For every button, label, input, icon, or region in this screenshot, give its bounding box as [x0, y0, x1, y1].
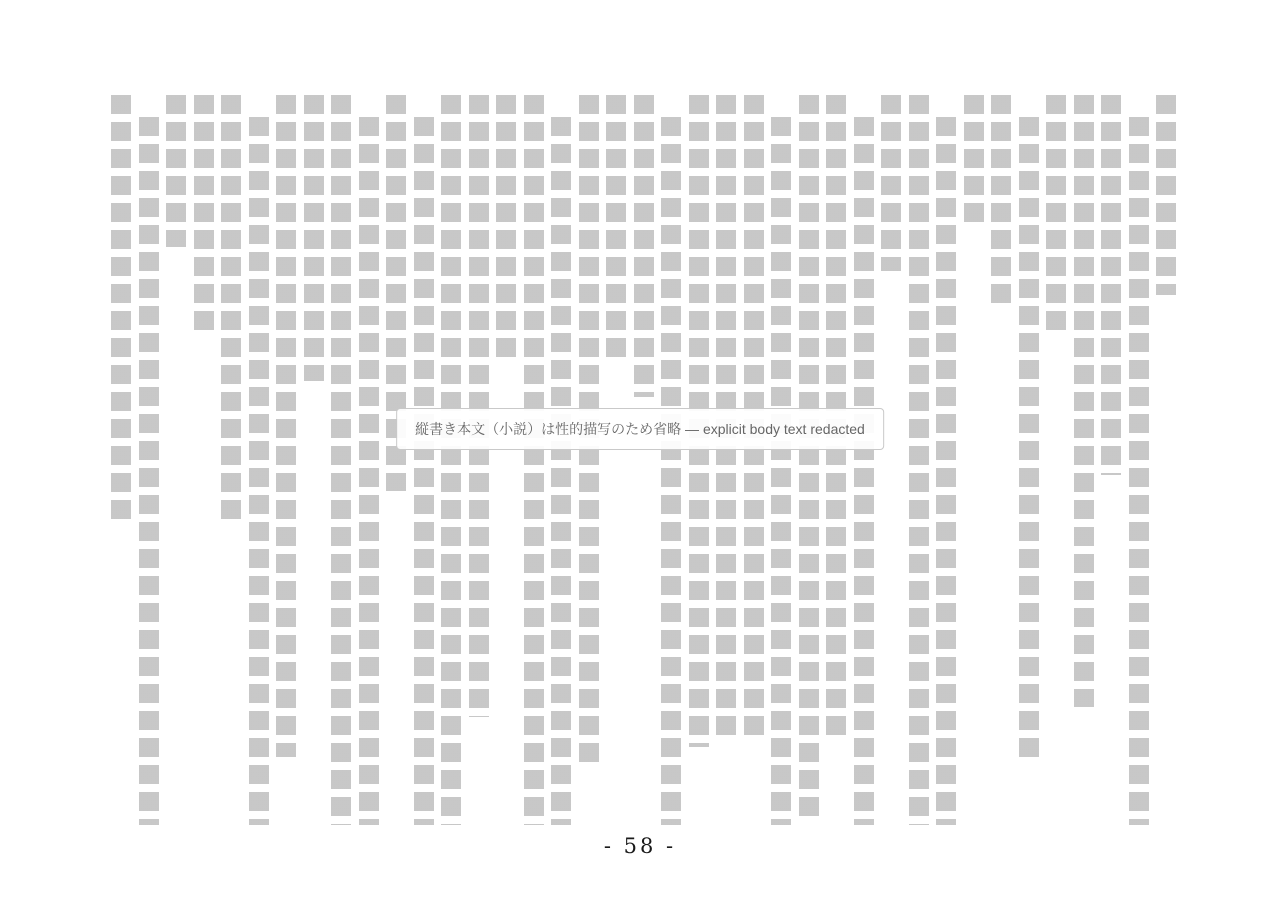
redacted-text-column [771, 117, 791, 825]
redacted-text-column [1019, 117, 1039, 765]
page-number: - 58 - [603, 834, 677, 858]
redacted-text-column [1129, 117, 1149, 825]
redacted-text-column [799, 95, 819, 821]
redaction-notice: 縦書き本文（小説）は性的描写のため省略 — explicit body text redacted [396, 408, 884, 450]
redacted-text-column [1046, 95, 1066, 333]
redacted-text-column [661, 117, 681, 825]
vertical-text-block [104, 95, 1176, 825]
redacted-text-column [496, 95, 516, 357]
redacted-text-column [881, 95, 901, 271]
redacted-text-column [249, 117, 269, 825]
redacted-text-column [524, 95, 544, 825]
redacted-text-column [139, 117, 159, 825]
redacted-text-column [634, 95, 654, 397]
redacted-text-column [854, 117, 874, 825]
redacted-text-column [1101, 95, 1121, 475]
redacted-text-column [276, 95, 296, 757]
redacted-text-column [1074, 95, 1094, 707]
redacted-text-column [359, 117, 379, 825]
redacted-text-column [964, 95, 984, 227]
redacted-text-column [469, 95, 489, 717]
redacted-text-column [606, 95, 626, 357]
redacted-text-column [194, 95, 214, 335]
redacted-text-column [991, 95, 1011, 311]
redacted-text-column [441, 95, 461, 825]
redacted-text-column [331, 95, 351, 825]
redacted-text-column [909, 95, 929, 825]
redacted-text-column [221, 95, 241, 523]
redacted-text-column [166, 95, 186, 247]
redacted-text-column [414, 117, 434, 825]
redacted-text-column [551, 117, 571, 825]
redacted-text-column [304, 95, 324, 381]
redacted-text-column [111, 95, 131, 525]
redacted-text-column [936, 117, 956, 825]
redacted-text-column [1156, 95, 1176, 295]
